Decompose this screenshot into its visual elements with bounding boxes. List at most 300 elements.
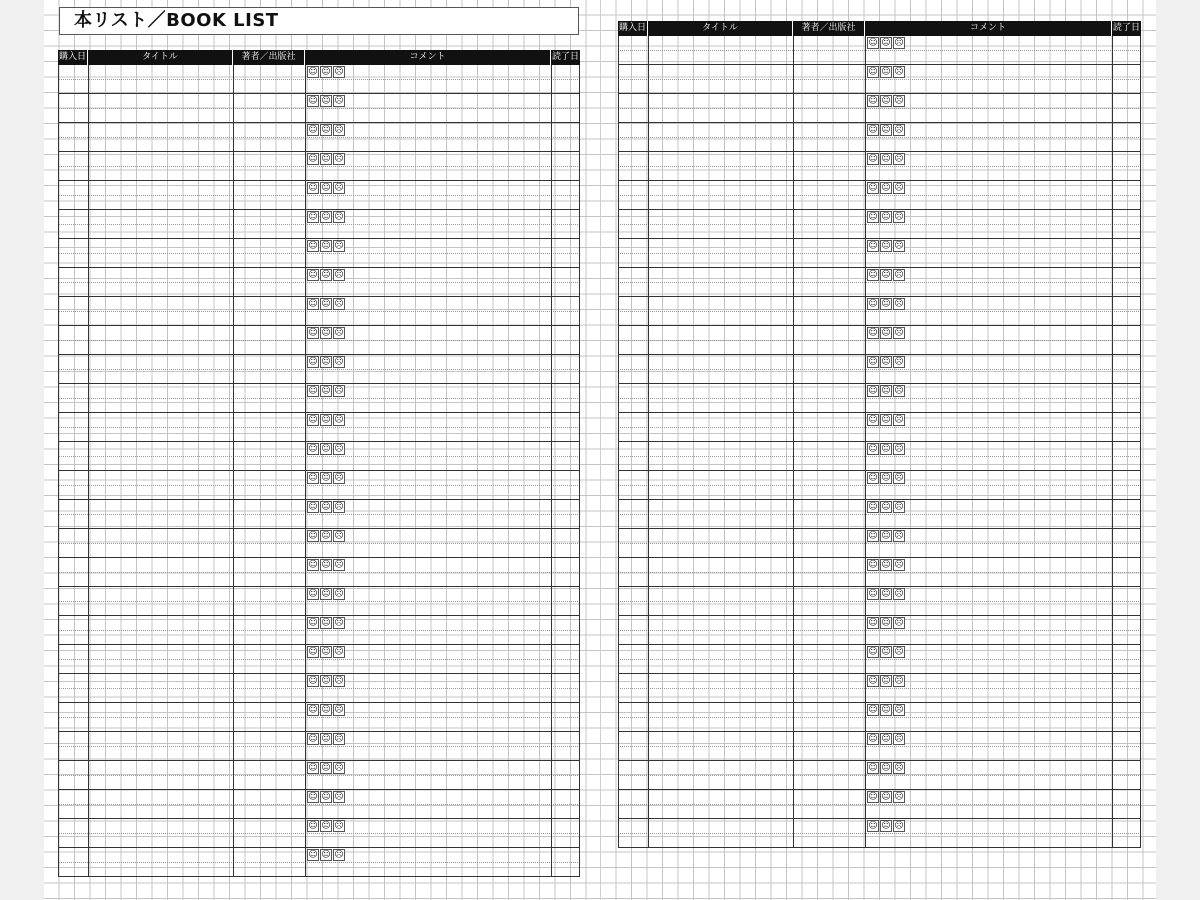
column-divider: [305, 181, 306, 209]
sad-face-icon[interactable]: ☹: [334, 589, 344, 599]
column-divider: [1140, 587, 1141, 615]
smile-face-icon[interactable]: ☺: [868, 125, 878, 135]
neutral-face-icon[interactable]: 😐: [881, 125, 891, 135]
book-row[interactable]: [58, 848, 580, 877]
neutral-face-icon[interactable]: 😐: [881, 183, 891, 193]
book-row[interactable]: [58, 152, 580, 181]
smile-face-icon[interactable]: ☺: [868, 241, 878, 251]
column-divider: [618, 674, 619, 702]
book-row[interactable]: [618, 703, 1141, 732]
column-divider: [618, 645, 619, 673]
column-divider: [305, 587, 306, 615]
neutral-face-icon[interactable]: 😐: [321, 96, 331, 106]
sad-face-icon[interactable]: ☹: [334, 618, 344, 628]
book-row[interactable]: [618, 239, 1141, 268]
book-row[interactable]: [618, 210, 1141, 239]
smile-face-icon[interactable]: ☺: [868, 67, 878, 77]
sad-face-icon[interactable]: ☹: [334, 850, 344, 860]
sad-face-icon[interactable]: ☹: [894, 241, 904, 251]
column-divider: [865, 761, 866, 789]
neutral-face-icon[interactable]: 😐: [321, 560, 331, 570]
column-divider: [648, 384, 649, 412]
column-divider: [618, 558, 619, 586]
row-guide-line: [58, 427, 580, 428]
book-row[interactable]: [618, 384, 1141, 413]
neutral-face-icon[interactable]: 😐: [321, 270, 331, 280]
smile-face-icon[interactable]: ☺: [868, 357, 878, 367]
column-divider: [551, 355, 552, 383]
column-divider: [305, 500, 306, 528]
smile-face-icon[interactable]: ☺: [308, 96, 318, 106]
column-divider: [618, 732, 619, 760]
sad-face-icon[interactable]: ☹: [894, 415, 904, 425]
sad-face-icon[interactable]: ☹: [894, 154, 904, 164]
smile-face-icon[interactable]: ☺: [868, 386, 878, 396]
column-divider: [618, 790, 619, 818]
sad-face-icon[interactable]: ☹: [894, 792, 904, 802]
book-row[interactable]: [58, 819, 580, 848]
neutral-face-icon[interactable]: 😐: [321, 502, 331, 512]
neutral-face-icon[interactable]: 😐: [881, 67, 891, 77]
neutral-face-icon[interactable]: 😐: [881, 357, 891, 367]
neutral-face-icon[interactable]: 😐: [321, 357, 331, 367]
column-divider: [793, 616, 794, 644]
smile-face-icon[interactable]: ☺: [308, 444, 318, 454]
neutral-face-icon[interactable]: 😐: [881, 531, 891, 541]
book-row[interactable]: [618, 761, 1141, 790]
sad-face-icon[interactable]: ☹: [334, 299, 344, 309]
column-divider: [1112, 558, 1113, 586]
neutral-face-icon[interactable]: 😐: [881, 560, 891, 570]
column-divider: [1112, 181, 1113, 209]
row-guide-line: [58, 630, 580, 631]
smile-face-icon[interactable]: ☺: [868, 763, 878, 773]
column-divider: [58, 355, 59, 383]
book-row[interactable]: [58, 239, 580, 268]
neutral-face-icon[interactable]: 😐: [321, 183, 331, 193]
neutral-face-icon[interactable]: 😐: [321, 386, 331, 396]
column-divider: [88, 442, 89, 470]
book-row[interactable]: [58, 674, 580, 703]
neutral-face-icon[interactable]: 😐: [881, 705, 891, 715]
column-divider: [233, 674, 234, 702]
smile-face-icon[interactable]: ☺: [308, 560, 318, 570]
neutral-face-icon[interactable]: 😐: [321, 792, 331, 802]
book-row[interactable]: [58, 268, 580, 297]
neutral-face-icon[interactable]: 😐: [881, 792, 891, 802]
smile-face-icon[interactable]: ☺: [308, 850, 318, 860]
column-divider: [618, 442, 619, 470]
neutral-face-icon[interactable]: 😐: [321, 125, 331, 135]
sad-face-icon[interactable]: ☹: [334, 444, 344, 454]
column-divider: [88, 558, 89, 586]
sad-face-icon[interactable]: ☹: [334, 734, 344, 744]
column-divider: [648, 268, 649, 296]
smile-face-icon[interactable]: ☺: [308, 618, 318, 628]
smile-face-icon[interactable]: ☺: [868, 618, 878, 628]
book-row[interactable]: [618, 413, 1141, 442]
column-divider: [793, 326, 794, 354]
book-row[interactable]: [618, 297, 1141, 326]
neutral-face-icon[interactable]: 😐: [321, 328, 331, 338]
rating-faces: [867, 327, 905, 339]
sad-face-icon[interactable]: ☹: [894, 444, 904, 454]
sad-face-icon[interactable]: ☹: [894, 270, 904, 280]
column-divider: [793, 732, 794, 760]
smile-face-icon[interactable]: ☺: [308, 270, 318, 280]
column-divider: [305, 210, 306, 238]
sad-face-icon[interactable]: ☹: [334, 241, 344, 251]
sad-face-icon[interactable]: ☹: [334, 270, 344, 280]
book-row[interactable]: [58, 442, 580, 471]
column-divider: [551, 297, 552, 325]
neutral-face-icon[interactable]: 😐: [881, 241, 891, 251]
column-divider: [88, 790, 89, 818]
sad-face-icon[interactable]: ☹: [334, 154, 344, 164]
smile-face-icon[interactable]: ☺: [868, 328, 878, 338]
column-divider: [88, 500, 89, 528]
sad-face-icon[interactable]: ☹: [334, 357, 344, 367]
smile-face-icon[interactable]: ☺: [308, 212, 318, 222]
sad-face-icon[interactable]: ☹: [894, 763, 904, 773]
smile-face-icon[interactable]: ☺: [868, 154, 878, 164]
column-divider: [233, 616, 234, 644]
smile-face-icon[interactable]: ☺: [868, 299, 878, 309]
sad-face-icon[interactable]: ☹: [894, 96, 904, 106]
book-row[interactable]: [618, 355, 1141, 384]
book-row[interactable]: [618, 645, 1141, 674]
neutral-face-icon[interactable]: 😐: [881, 473, 891, 483]
smile-face-icon[interactable]: ☺: [308, 183, 318, 193]
column-divider: [618, 239, 619, 267]
neutral-face-icon[interactable]: 😐: [881, 676, 891, 686]
neutral-face-icon[interactable]: 😐: [881, 734, 891, 744]
sad-face-icon[interactable]: ☹: [894, 705, 904, 715]
sad-face-icon[interactable]: ☹: [334, 792, 344, 802]
neutral-face-icon[interactable]: 😐: [321, 676, 331, 686]
sad-face-icon[interactable]: ☹: [334, 415, 344, 425]
sad-face-icon[interactable]: ☹: [334, 705, 344, 715]
book-row[interactable]: [58, 413, 580, 442]
column-divider: [579, 819, 580, 847]
smile-face-icon[interactable]: ☺: [868, 705, 878, 715]
neutral-face-icon[interactable]: 😐: [321, 473, 331, 483]
sad-face-icon[interactable]: ☹: [894, 183, 904, 193]
book-row[interactable]: [58, 587, 580, 616]
neutral-face-icon[interactable]: 😐: [881, 299, 891, 309]
column-divider: [305, 848, 306, 876]
neutral-face-icon[interactable]: 😐: [881, 821, 891, 831]
neutral-face-icon[interactable]: 😐: [881, 328, 891, 338]
sad-face-icon[interactable]: ☹: [334, 763, 344, 773]
sad-face-icon[interactable]: ☹: [334, 647, 344, 657]
book-row[interactable]: [58, 181, 580, 210]
sad-face-icon[interactable]: ☹: [334, 473, 344, 483]
smile-face-icon[interactable]: ☺: [868, 560, 878, 570]
column-divider: [58, 761, 59, 789]
column-divider: [551, 471, 552, 499]
rating-faces: [307, 211, 345, 223]
smile-face-icon[interactable]: ☺: [868, 415, 878, 425]
row-guide-line: [618, 514, 1141, 515]
smile-face-icon[interactable]: ☺: [308, 502, 318, 512]
sad-face-icon[interactable]: ☹: [894, 38, 904, 48]
sad-face-icon[interactable]: ☹: [334, 386, 344, 396]
column-divider: [233, 442, 234, 470]
neutral-face-icon[interactable]: 😐: [881, 647, 891, 657]
rating-faces: [867, 414, 905, 426]
smile-face-icon[interactable]: ☺: [868, 531, 878, 541]
smile-face-icon[interactable]: ☺: [868, 502, 878, 512]
book-row[interactable]: [618, 587, 1141, 616]
smile-face-icon[interactable]: ☺: [308, 763, 318, 773]
book-row[interactable]: [618, 790, 1141, 819]
smile-face-icon[interactable]: ☺: [868, 647, 878, 657]
smile-face-icon[interactable]: ☺: [308, 328, 318, 338]
book-row[interactable]: [58, 703, 580, 732]
sad-face-icon[interactable]: ☹: [894, 734, 904, 744]
neutral-face-icon[interactable]: 😐: [321, 531, 331, 541]
column-divider: [58, 529, 59, 557]
neutral-face-icon[interactable]: 😐: [321, 241, 331, 251]
column-divider: [233, 355, 234, 383]
neutral-face-icon[interactable]: 😐: [321, 212, 331, 222]
smile-face-icon[interactable]: ☺: [308, 792, 318, 802]
smile-face-icon[interactable]: ☺: [308, 386, 318, 396]
page-spine: [600, 0, 601, 900]
column-divider: [233, 645, 234, 673]
smile-face-icon[interactable]: ☺: [308, 67, 318, 77]
book-row[interactable]: [618, 152, 1141, 181]
neutral-face-icon[interactable]: 😐: [321, 299, 331, 309]
sad-face-icon[interactable]: ☹: [894, 560, 904, 570]
header-title: タイトル: [648, 21, 793, 36]
neutral-face-icon[interactable]: 😐: [881, 589, 891, 599]
smile-face-icon[interactable]: ☺: [308, 705, 318, 715]
book-row[interactable]: [618, 326, 1141, 355]
sad-face-icon[interactable]: ☹: [334, 212, 344, 222]
neutral-face-icon[interactable]: 😐: [321, 647, 331, 657]
sad-face-icon[interactable]: ☹: [894, 821, 904, 831]
book-row[interactable]: [58, 355, 580, 384]
column-divider: [1112, 297, 1113, 325]
sad-face-icon[interactable]: ☹: [334, 67, 344, 77]
book-row[interactable]: [58, 123, 580, 152]
book-row[interactable]: [58, 500, 580, 529]
sad-face-icon[interactable]: ☹: [334, 560, 344, 570]
smile-face-icon[interactable]: ☺: [308, 125, 318, 135]
column-divider: [1112, 471, 1113, 499]
sad-face-icon[interactable]: ☹: [894, 531, 904, 541]
sad-face-icon[interactable]: ☹: [894, 386, 904, 396]
neutral-face-icon[interactable]: 😐: [321, 154, 331, 164]
neutral-face-icon[interactable]: 😐: [321, 415, 331, 425]
neutral-face-icon[interactable]: 😐: [881, 415, 891, 425]
neutral-face-icon[interactable]: 😐: [881, 38, 891, 48]
column-divider: [648, 152, 649, 180]
book-row[interactable]: [618, 616, 1141, 645]
book-row[interactable]: [58, 94, 580, 123]
smile-face-icon[interactable]: ☺: [308, 299, 318, 309]
neutral-face-icon[interactable]: 😐: [881, 763, 891, 773]
column-divider: [305, 355, 306, 383]
smile-face-icon[interactable]: ☺: [868, 183, 878, 193]
column-divider: [865, 94, 866, 122]
smile-face-icon[interactable]: ☺: [868, 821, 878, 831]
neutral-face-icon[interactable]: 😐: [881, 502, 891, 512]
smile-face-icon[interactable]: ☺: [868, 212, 878, 222]
smile-face-icon[interactable]: ☺: [868, 444, 878, 454]
neutral-face-icon[interactable]: 😐: [321, 763, 331, 773]
neutral-face-icon[interactable]: 😐: [881, 212, 891, 222]
neutral-face-icon[interactable]: 😐: [881, 96, 891, 106]
smile-face-icon[interactable]: ☺: [868, 96, 878, 106]
smile-face-icon[interactable]: ☺: [308, 241, 318, 251]
neutral-face-icon[interactable]: 😐: [321, 618, 331, 628]
rating-faces: [307, 588, 345, 600]
book-row[interactable]: [58, 616, 580, 645]
column-divider: [1112, 587, 1113, 615]
column-divider: [88, 471, 89, 499]
book-row[interactable]: [618, 529, 1141, 558]
book-row[interactable]: [618, 268, 1141, 297]
neutral-face-icon[interactable]: 😐: [321, 67, 331, 77]
smile-face-icon[interactable]: ☺: [308, 821, 318, 831]
sad-face-icon[interactable]: ☹: [894, 618, 904, 628]
book-row[interactable]: [58, 645, 580, 674]
sad-face-icon[interactable]: ☹: [334, 125, 344, 135]
column-divider: [1112, 268, 1113, 296]
smile-face-icon[interactable]: ☺: [308, 647, 318, 657]
sad-face-icon[interactable]: ☹: [334, 502, 344, 512]
smile-face-icon[interactable]: ☺: [308, 734, 318, 744]
book-row[interactable]: [58, 761, 580, 790]
sad-face-icon[interactable]: ☹: [334, 821, 344, 831]
smile-face-icon[interactable]: ☺: [868, 38, 878, 48]
neutral-face-icon[interactable]: 😐: [321, 821, 331, 831]
neutral-face-icon[interactable]: 😐: [881, 618, 891, 628]
book-row[interactable]: [618, 500, 1141, 529]
sad-face-icon[interactable]: ☹: [894, 589, 904, 599]
book-row[interactable]: [618, 674, 1141, 703]
smile-face-icon[interactable]: ☺: [308, 531, 318, 541]
smile-face-icon[interactable]: ☺: [308, 154, 318, 164]
column-divider: [551, 65, 552, 93]
column-divider: [233, 848, 234, 876]
book-row[interactable]: [618, 94, 1141, 123]
sad-face-icon[interactable]: ☹: [894, 125, 904, 135]
book-row[interactable]: [58, 471, 580, 500]
rating-faces: [867, 704, 905, 716]
column-divider: [58, 471, 59, 499]
column-divider: [793, 384, 794, 412]
column-divider: [551, 790, 552, 818]
column-divider: [305, 65, 306, 93]
column-divider: [618, 36, 619, 64]
column-divider: [233, 123, 234, 151]
smile-face-icon[interactable]: ☺: [308, 357, 318, 367]
book-row[interactable]: [618, 471, 1141, 500]
row-guide-line: [58, 311, 580, 312]
smile-face-icon[interactable]: ☺: [868, 589, 878, 599]
book-row[interactable]: [618, 442, 1141, 471]
column-divider: [1140, 674, 1141, 702]
sad-face-icon[interactable]: ☹: [334, 328, 344, 338]
neutral-face-icon[interactable]: 😐: [321, 589, 331, 599]
sad-face-icon[interactable]: ☹: [894, 473, 904, 483]
sad-face-icon[interactable]: ☹: [894, 67, 904, 77]
sad-face-icon[interactable]: ☹: [334, 531, 344, 541]
column-divider: [58, 819, 59, 847]
smile-face-icon[interactable]: ☺: [868, 270, 878, 280]
smile-face-icon[interactable]: ☺: [308, 589, 318, 599]
sad-face-icon[interactable]: ☹: [334, 183, 344, 193]
book-row[interactable]: [618, 181, 1141, 210]
smile-face-icon[interactable]: ☺: [868, 734, 878, 744]
column-divider: [618, 587, 619, 615]
neutral-face-icon[interactable]: 😐: [321, 705, 331, 715]
neutral-face-icon[interactable]: 😐: [881, 444, 891, 454]
book-row[interactable]: [618, 36, 1141, 65]
book-row[interactable]: [58, 326, 580, 355]
smile-face-icon[interactable]: ☺: [308, 473, 318, 483]
smile-face-icon[interactable]: ☺: [308, 415, 318, 425]
column-divider: [233, 181, 234, 209]
header-author-publisher: 著者／出版社: [793, 21, 865, 36]
sad-face-icon[interactable]: ☹: [334, 96, 344, 106]
smile-face-icon[interactable]: ☺: [868, 473, 878, 483]
smile-face-icon[interactable]: ☺: [868, 676, 878, 686]
book-row[interactable]: [618, 558, 1141, 587]
neutral-face-icon[interactable]: 😐: [321, 444, 331, 454]
neutral-face-icon[interactable]: 😐: [881, 270, 891, 280]
sad-face-icon[interactable]: ☹: [334, 676, 344, 686]
book-row[interactable]: [618, 819, 1141, 848]
book-row[interactable]: [58, 384, 580, 413]
column-divider: [793, 268, 794, 296]
neutral-face-icon[interactable]: 😐: [881, 154, 891, 164]
smile-face-icon[interactable]: ☺: [308, 676, 318, 686]
book-row[interactable]: [618, 732, 1141, 761]
column-divider: [58, 297, 59, 325]
sad-face-icon[interactable]: ☹: [894, 676, 904, 686]
neutral-face-icon[interactable]: 😐: [321, 850, 331, 860]
column-divider: [1140, 297, 1141, 325]
book-row[interactable]: [58, 65, 580, 94]
row-guide-line: [58, 166, 580, 167]
book-row[interactable]: [58, 790, 580, 819]
sad-face-icon[interactable]: ☹: [894, 212, 904, 222]
book-row[interactable]: [58, 297, 580, 326]
sad-face-icon[interactable]: ☹: [894, 502, 904, 512]
neutral-face-icon[interactable]: 😐: [321, 734, 331, 744]
sad-face-icon[interactable]: ☹: [894, 647, 904, 657]
book-row[interactable]: [58, 558, 580, 587]
column-divider: [88, 413, 89, 441]
book-row[interactable]: [618, 123, 1141, 152]
column-divider: [305, 413, 306, 441]
column-divider: [88, 239, 89, 267]
sad-face-icon[interactable]: ☹: [894, 328, 904, 338]
book-row[interactable]: [618, 65, 1141, 94]
book-row[interactable]: [58, 732, 580, 761]
book-row[interactable]: [58, 529, 580, 558]
smile-face-icon[interactable]: ☺: [868, 792, 878, 802]
sad-face-icon[interactable]: ☹: [894, 299, 904, 309]
neutral-face-icon[interactable]: 😐: [881, 386, 891, 396]
sad-face-icon[interactable]: ☹: [894, 357, 904, 367]
book-row[interactable]: [58, 210, 580, 239]
